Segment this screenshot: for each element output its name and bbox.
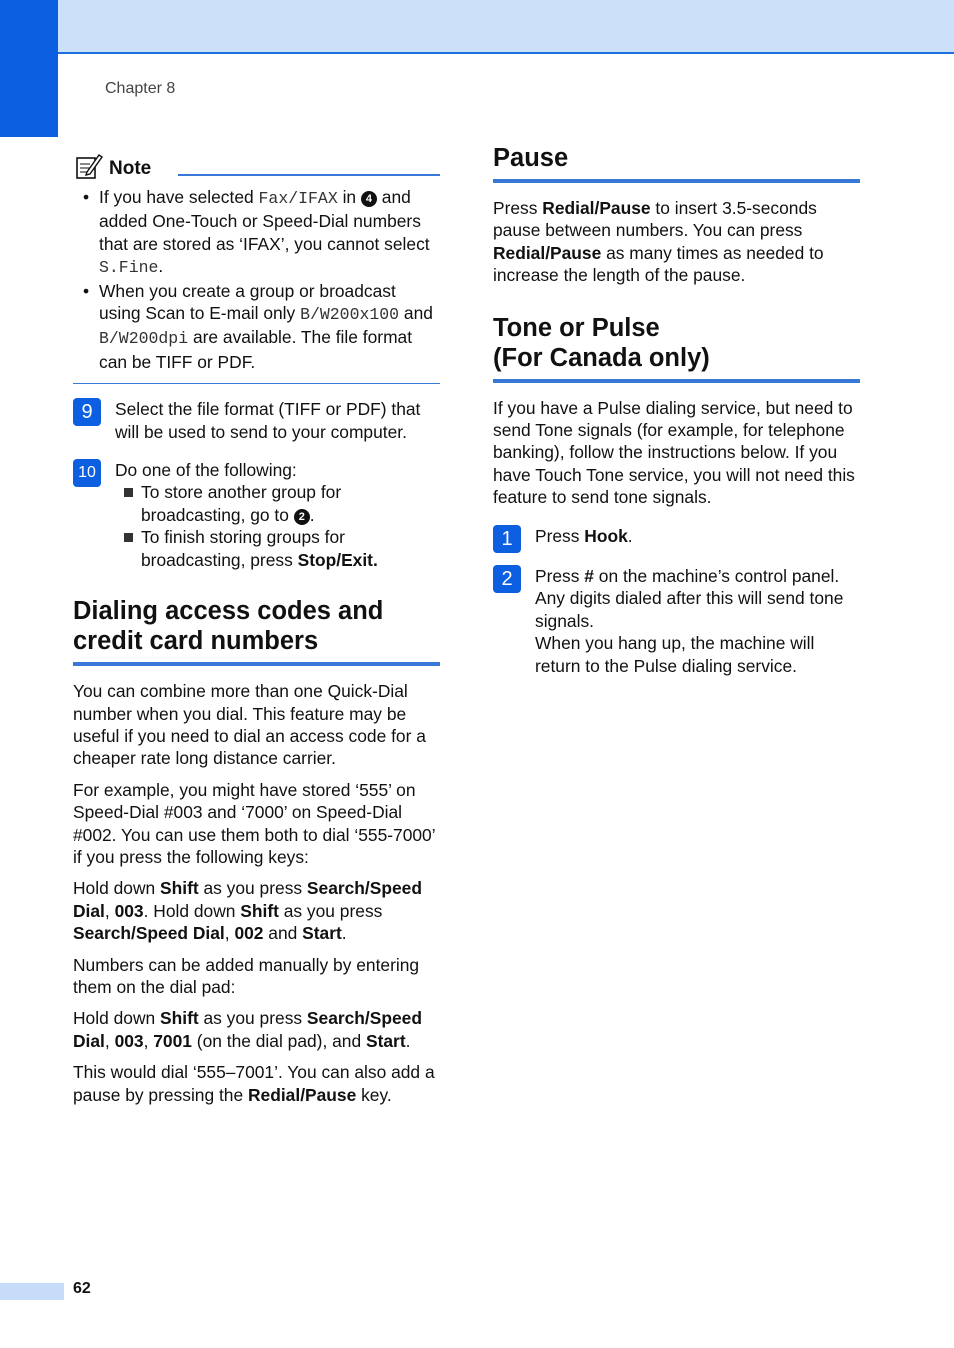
step-text: When you hang up, the machine will return to the Pulse dialing service. [535,633,815,676]
heading-rule [493,379,860,383]
paragraph: This would dial ‘555–7001’. You can also add a pause by pressing the Redial/Pause key. [73,1062,435,1105]
section-heading: Pause [493,144,569,172]
heading-rule [493,179,860,183]
note-pencil-icon [75,152,103,180]
step-2 [493,565,860,677]
sub-option: To finish storing groups for broadcasting, press Stop/Exit. [115,526,440,571]
note-item: • When you create a group or broadcast using Scan to E-mail only B/W200x100 and B/W200dpi are available. The file format can be TIFF or PDF. [83,280,433,372]
step-1 [493,525,860,550]
sub-option: To store another group for broadcasting, go to 2 . [115,481,440,526]
note-label: Note [109,158,152,179]
section-heading: Dialing access codes and credit card numbers [73,597,384,656]
paragraph: If you have a Pulse dialing service, but need to send Tone signals (for example, for telephone banking), follow the instructions below. If you have Touch Tone service, you will not need this feature to send tone signals. [493,397,855,508]
step-text: Do one of the following: [115,460,297,481]
left-column [73,150,440,1106]
note-header [73,150,440,180]
paragraph: Hold down Shift as you press Search/Speed Dial, 003. Hold down Shift as you press Search/Speed Dial, 002 and Start. [73,878,422,944]
step-ref-badge: 4 [361,191,377,207]
step-10 [73,459,440,571]
step-number-badge: 9 [73,398,101,426]
tone-section [493,313,860,677]
step-text: Press # on the machine’s control panel. Any digits dialed after this will send tone signals. [535,566,844,631]
right-column [493,143,860,677]
page-number: 62 [73,1280,91,1297]
paragraph: Hold down Shift as you press Search/Speed Dial, 003, 7001 (on the dial pad), and Start. [73,1008,422,1051]
step-text: Press Hook. [535,525,633,546]
step-text: Select the file format (TIFF or PDF) that will be used to send to your computer. [115,399,421,442]
paragraph: You can combine more than one Quick-Dial number when you dial. This feature may be useful if you need to dial an access code for a cheaper rate long distance carrier. [73,681,426,769]
paragraph: For example, you might have stored ‘555’ on Speed-Dial #003 and ‘7000’ on Speed-Dial #002. You can use them both to dial ‘555-7000’ if you press the following keys: [73,779,435,867]
step-ref-badge: 2 [294,509,310,525]
step-number-badge: 1 [493,525,521,553]
chapter-label: Chapter 8 [105,80,176,97]
dialing-section [73,596,440,1106]
step-number-badge: 10 [73,459,101,487]
footer-band [0,1283,64,1300]
step-9 [73,398,440,443]
section-heading: Tone or Pulse (For Canada only) [493,313,710,372]
paragraph: Press Redial/Pause to insert 3.5-seconds pause between numbers. You can press Redial/Pause as many times as needed to increase the length of the pause. [493,198,824,286]
note-rule [178,174,440,176]
step-number-badge: 2 [493,565,521,593]
pause-section [493,143,860,287]
header-band [0,0,954,54]
note-end-rule [73,383,440,384]
note-item: • If you have selected Fax/IFAX in 4 and added One-Touch or Speed-Dial numbers that are stored as ‘IFAX’, you cannot select S.Fine. [83,187,430,278]
chapter-tab [0,0,58,137]
note-list [73,186,440,373]
paragraph: Numbers can be added manually by entering them on the dial pad: [73,954,420,997]
heading-rule [73,662,440,666]
